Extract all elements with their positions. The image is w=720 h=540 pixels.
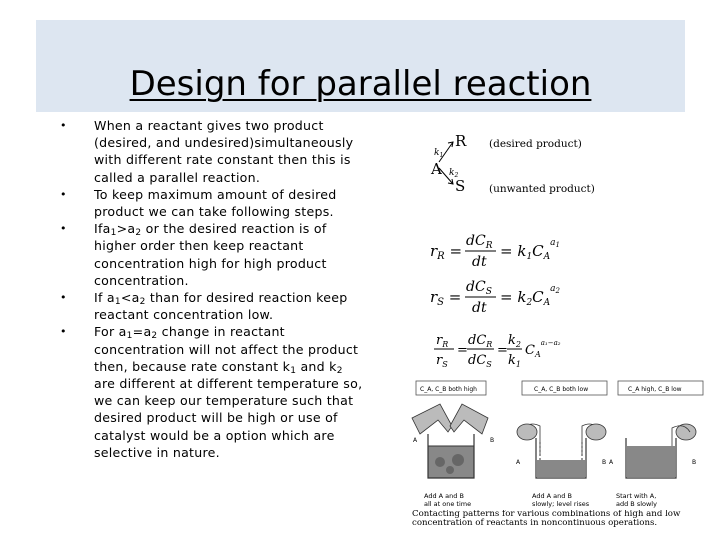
bullet-dot-icon: • xyxy=(60,119,67,132)
svg-text:= k1CAa1: = $k_1C_A^a1$ xyxy=(500,238,560,262)
vessel-1-caption: Add A and B all at one time xyxy=(424,492,472,508)
page-title: Design for parallel reaction xyxy=(129,64,592,104)
unwanted-product-label: (unwanted product) xyxy=(489,183,595,195)
rate-equation-2 xyxy=(430,274,560,318)
svg-text:=: = xyxy=(457,343,468,358)
reaction-scheme xyxy=(425,128,595,198)
svg-text:= k2CAa2: = $k_2C_A^a2$ xyxy=(500,284,560,308)
svg-text:B: B xyxy=(692,459,697,466)
product-s: S xyxy=(455,177,466,195)
figure-caption: Contacting patterns for various combinations of high and low concentration of reactants in noncontinuous operations. xyxy=(412,510,681,528)
product-r: R xyxy=(455,132,467,150)
contacting-patterns-figure xyxy=(410,376,710,536)
vessel-3 xyxy=(609,424,696,478)
svg-text:dt: dt xyxy=(472,300,487,316)
selectivity-ratio-equation xyxy=(432,326,582,374)
svg-text:C_A, C_B both low: C_A, C_B both low xyxy=(534,386,589,393)
bullet-item xyxy=(60,220,365,289)
svg-text:rR =: $r_R$ = xyxy=(430,242,463,262)
bullet-dot-icon: • xyxy=(60,325,67,339)
svg-text:dt: dt xyxy=(472,254,487,270)
vessel-3-caption: Start with A, add B slowly xyxy=(616,492,657,508)
svg-text:rS: $r_S$ xyxy=(436,353,448,369)
bullet-dot-icon: • xyxy=(60,222,67,236)
bullet-item xyxy=(60,117,365,186)
bullet-item xyxy=(60,289,365,323)
vessel-2-caption: Add A and B slowly; level rises xyxy=(532,492,590,508)
desired-product-label: (desired product) xyxy=(489,138,582,150)
bullet-text: $Ifa_1>a_2$ or the desired reaction is of higher order then keep reactant concentration high for high product concentration. xyxy=(94,221,327,288)
rate-equation-1 xyxy=(430,228,560,272)
bullet-dot-icon: • xyxy=(60,291,67,305)
svg-text:=: = xyxy=(497,343,508,358)
svg-text:k1: $k_1$ xyxy=(508,353,521,369)
bullet-text: To keep maximum amount of desired product we can take following steps. xyxy=(94,186,337,220)
svg-text:C_A, C_B both high: C_A, C_B both high xyxy=(420,386,477,393)
bullet-item xyxy=(60,186,365,220)
svg-text:CAa₁−a₂: $C_A^{a_1-a_2}$ xyxy=(525,339,561,359)
pattern-box-1 xyxy=(416,381,486,395)
svg-text:A: A xyxy=(609,459,614,466)
vessel-1 xyxy=(412,404,494,478)
vessel-2 xyxy=(516,424,606,478)
pattern-box-3 xyxy=(618,381,703,395)
svg-text:rR: $r_R$ xyxy=(436,333,449,349)
bullet-text: When a reactant gives two product (desired, and undesired)simultaneously with different rate constant then this is called a parallel reaction. xyxy=(94,118,354,185)
svg-text:rS =: $r_S$ = xyxy=(430,288,462,308)
pattern-box-2 xyxy=(522,381,607,395)
bullet-text: For $a_1=a_2$ change in reactant concentration will not affect the product then, because rate constant $k_1$ and $k_2$ are different at different temperature so, we can keep our temperature such that desired product will be high or use of catalyst would be a option which are selective in nature. xyxy=(94,324,363,460)
reactant-a: A xyxy=(431,160,442,178)
svg-text:B: B xyxy=(490,437,495,444)
bullet-item xyxy=(60,323,365,461)
svg-text:C_A high, C_B low: C_A high, C_B low xyxy=(628,386,682,393)
bullet-dot-icon: • xyxy=(60,187,67,201)
k1-label: $k_1$ xyxy=(434,148,444,159)
k2-label: $k_2$ xyxy=(449,168,459,179)
bullet-text: If $a_1<a_2$ than for desired reaction keep reactant concentration low. xyxy=(94,290,348,323)
title-banner xyxy=(36,20,685,112)
svg-text:B: B xyxy=(602,459,607,466)
svg-text:A: A xyxy=(413,437,418,444)
bullet-list xyxy=(60,117,365,461)
svg-text:dCS: $dC_S$ xyxy=(468,353,492,369)
svg-text:k2: $k_2$ xyxy=(508,333,521,349)
svg-text:A: A xyxy=(516,459,521,466)
svg-text:dCR: $dC_R$ xyxy=(466,233,493,251)
svg-text:dCS: $dC_S$ xyxy=(466,279,492,297)
svg-text:dCR: $dC_R$ xyxy=(468,333,493,349)
